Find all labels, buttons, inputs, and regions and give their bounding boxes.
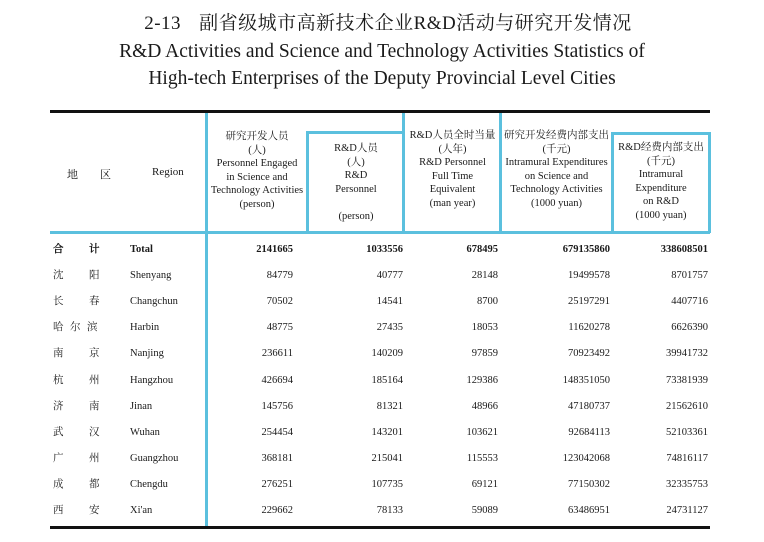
col-header-en-line: Full Time: [431, 170, 474, 182]
table-number: 2-13: [144, 13, 182, 34]
table-row: [50, 472, 710, 498]
col-header-unit-cn: (人): [248, 144, 266, 156]
table-row: [50, 315, 710, 341]
table-top-rule: [50, 110, 710, 113]
cell-value: 48775: [266, 322, 293, 334]
cell-value: 185164: [371, 374, 403, 386]
region-cn-char: 州: [89, 452, 100, 464]
col-header-en-line: [308, 196, 404, 210]
cell-value: 254454: [261, 426, 293, 438]
region-cn-char: 合: [53, 244, 64, 255]
col-header-rd-expenditure: [613, 141, 709, 222]
region-cn-char: 武: [53, 426, 64, 438]
col-header-en-line: on R&D: [643, 196, 679, 207]
col-header-unit-cn: (人年): [438, 143, 467, 155]
col-header-cn: 研究开发人员: [225, 131, 289, 142]
region-cn-char: 计: [89, 244, 100, 255]
title-english-line-2: High-tech Enterprises of the Deputy Provincial Level Cities: [148, 68, 616, 89]
table-row: [50, 394, 710, 420]
cell-value: 6626390: [671, 322, 708, 334]
region-cn-char: 春: [89, 296, 100, 308]
col-header-en-line: in Science and: [226, 171, 288, 183]
col-header-en-line: (person): [239, 198, 275, 210]
region-cn-char: 京: [89, 348, 100, 360]
cell-value: 81321: [376, 400, 403, 412]
region-en-name: Xi'an: [130, 505, 153, 516]
col-header-unit-cn: (千元): [647, 155, 675, 167]
cell-value: 19499578: [568, 270, 610, 282]
cell-value: 11620278: [568, 322, 610, 334]
col-header-unit-cn: (人): [347, 156, 365, 168]
region-en-name: Total: [130, 244, 153, 255]
region-cn-char: 广: [53, 452, 64, 464]
cell-value: 368181: [261, 452, 293, 464]
cell-value: 48966: [471, 400, 498, 412]
cell-value: 77150302: [568, 478, 610, 490]
table-row: [50, 341, 710, 367]
col-header-en-line: Intramural Expenditures: [505, 157, 608, 168]
table-row: [50, 498, 710, 524]
cell-value: 145756: [261, 400, 293, 412]
rd-expenditure-box-top: [611, 132, 710, 135]
cell-value: 24731127: [666, 505, 708, 516]
col-header-rd-personnel: [308, 142, 404, 223]
cell-value: 140209: [371, 348, 403, 360]
cell-value: 18053: [471, 322, 498, 334]
cell-value: 74816117: [666, 452, 708, 464]
col-header-en-line: R&D: [344, 170, 368, 181]
cell-value: 129386: [466, 374, 498, 386]
col-header-rd-fte: [404, 129, 501, 210]
region-en-name: Jinan: [130, 400, 153, 412]
region-cn-char: 南: [89, 400, 100, 412]
region-en-name: Changchun: [130, 296, 178, 308]
cell-value: 143201: [371, 426, 403, 438]
title-chinese-text: 副省级城市高新技术企业R&D活动与研究开发情况: [199, 13, 632, 34]
region-header-cn-2: 区: [100, 169, 111, 181]
cell-value: 39941732: [666, 348, 708, 360]
cell-value: 73381939: [666, 374, 708, 386]
cell-value: 14541: [376, 296, 403, 308]
rd-personnel-box-top: [306, 131, 405, 134]
cell-value: 215041: [371, 452, 403, 464]
cell-value: 123042068: [562, 452, 610, 464]
region-cn-char: 安: [89, 505, 100, 516]
cell-value: 8701757: [671, 270, 708, 282]
col-header-en-line: R&D Personnel: [419, 157, 486, 168]
region-en-name: Wuhan: [130, 426, 160, 438]
region-cn-char: 都: [89, 478, 100, 490]
cell-value: 2141665: [256, 244, 293, 255]
region-en-name: Guangzhou: [130, 452, 179, 464]
cell-value: 47180737: [568, 400, 610, 412]
col-header-cn: 研究开发经费内部支出: [504, 130, 609, 141]
col-header-unit-cn: (千元): [542, 143, 571, 155]
col-header-en-line: Technology Activities: [210, 185, 304, 196]
table-title: [0, 10, 764, 92]
col-header-en-line: Personnel: [335, 183, 377, 195]
region-en-name: Hangzhou: [130, 374, 174, 386]
cell-value: 4407716: [671, 296, 708, 308]
col-header-en-line: on Science and: [524, 170, 589, 182]
title-chinese: [0, 10, 764, 38]
col-header-en-line: Expenditure: [635, 182, 687, 194]
cell-value: 70502: [266, 296, 293, 308]
cell-value: 63486951: [568, 505, 610, 516]
table-row: [50, 446, 710, 472]
col-header-st-expenditure: [501, 129, 612, 210]
region-cn-char: 汉: [89, 426, 100, 438]
table-row-total: [50, 237, 710, 263]
table-row: [50, 263, 710, 289]
region-cn-char: 济: [53, 400, 64, 412]
cell-value: 338608501: [660, 244, 708, 255]
cell-value: 92684113: [568, 426, 610, 438]
col-header-en-line: (1000 yuan): [530, 197, 583, 209]
col-header-personnel-st: [206, 130, 308, 211]
cell-value: 25197291: [568, 296, 610, 308]
cell-value: 40777: [376, 270, 403, 282]
col-header-cn: R&D人员: [334, 143, 378, 154]
cell-value: 97859: [471, 348, 498, 360]
cell-value: 107735: [371, 478, 403, 490]
cell-value: 1033556: [366, 244, 403, 255]
cell-value: 148351050: [562, 374, 610, 386]
cell-value: 103621: [466, 426, 498, 438]
cell-value: 115553: [466, 452, 498, 464]
title-english-line-1: R&D Activities and Science and Technology Activities Statistics of: [119, 41, 645, 62]
cell-value: 84779: [266, 270, 293, 282]
cell-value: 679135860: [562, 244, 610, 255]
table-row: [50, 420, 710, 446]
region-cn-char: 沈: [53, 270, 64, 282]
cell-value: 52103361: [666, 426, 708, 438]
cell-value: 28148: [471, 270, 498, 282]
cell-value: 27435: [376, 322, 403, 334]
col-header-cn: R&D经费内部支出: [618, 142, 704, 153]
col-header-en-line: (man year): [429, 197, 476, 209]
table-bottom-rule: [50, 526, 710, 529]
cell-value: 69121: [471, 478, 498, 490]
header-bottom-line: [50, 231, 710, 234]
region-en-name: Nanjing: [130, 348, 164, 360]
col-header-en-line: Personnel Engaged: [216, 158, 298, 169]
region-en-name: Chengdu: [130, 478, 168, 490]
cell-value: 21562610: [666, 400, 708, 412]
region-cn-char: 南: [53, 348, 64, 360]
region-cn-char: 阳: [89, 270, 100, 282]
col-header-cn: R&D人员全时当量: [409, 130, 496, 141]
cell-value: 78133: [376, 505, 403, 516]
col-header-en-line: (1000 yuan): [635, 209, 687, 221]
cell-value: 8700: [477, 296, 498, 308]
cell-value: 236611: [261, 348, 293, 360]
col-header-en-line: (person): [338, 210, 374, 222]
region-cn-char: 滨: [87, 322, 98, 334]
cell-value: 426694: [261, 374, 293, 386]
cell-value: 59089: [471, 505, 498, 516]
region-cn-char: 州: [89, 374, 100, 386]
cell-value: 229662: [261, 505, 293, 516]
cell-value: 70923492: [568, 348, 610, 360]
region-cn-char: 杭: [53, 374, 64, 386]
region-cn-char: 成: [53, 478, 64, 490]
table-row: [50, 289, 710, 315]
col-header-en-line: Intramural: [638, 169, 684, 180]
cell-value: 276251: [261, 478, 293, 490]
cell-value: 678495: [466, 244, 498, 255]
region-cn-char: 西: [53, 505, 64, 516]
region-cn-char: 长: [53, 296, 64, 308]
cell-value: 32335753: [666, 478, 708, 490]
region-cn-char: 哈: [53, 322, 64, 334]
col-header-en-line: Equivalent: [429, 184, 476, 195]
table-row: [50, 368, 710, 394]
region-cn-char: 尔: [70, 322, 81, 334]
region-header-en: Region: [152, 166, 184, 178]
col-header-en-line: Technology Activities: [510, 184, 603, 195]
region-en-name: Harbin: [130, 322, 160, 334]
region-header-cn-1: 地: [67, 169, 78, 181]
region-en-name: Shenyang: [130, 270, 172, 282]
